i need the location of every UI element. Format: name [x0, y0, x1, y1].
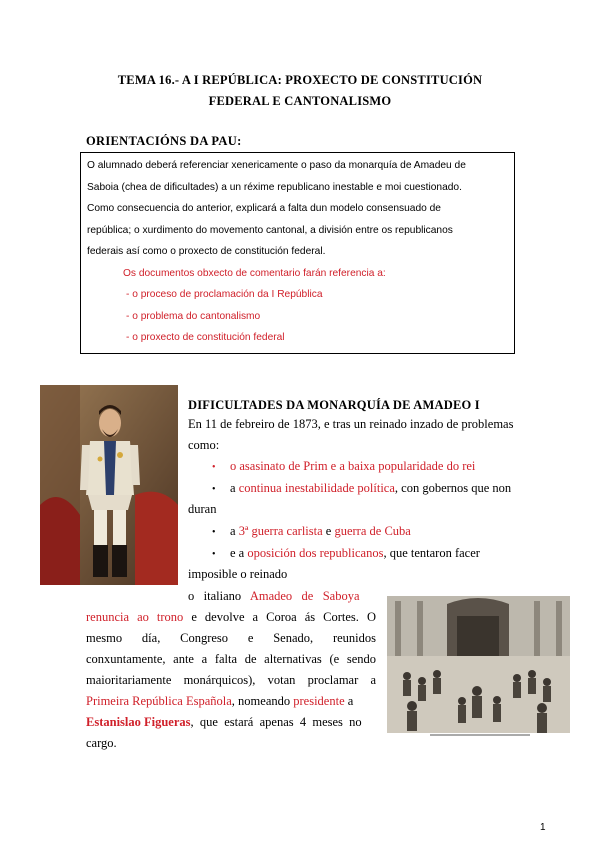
bullet-text: a [230, 481, 239, 495]
bullet-icon: • [212, 549, 216, 560]
bullet-icon: • [212, 484, 216, 495]
cortes-engraving-image [387, 596, 570, 733]
orientation-line: Como consecuencia do anterior, explicará a falta dun modelo consensuado de [87, 203, 441, 214]
bullet-icon: • [212, 462, 216, 473]
document-item: - o problema do cantonalismo [126, 310, 261, 322]
paragraph-line [86, 607, 376, 628]
documents-intro: Os documentos obxecto de comentario farán referencia a: [123, 267, 386, 279]
page-number: 1 [540, 822, 546, 833]
section-intro-line: como: [188, 438, 220, 452]
paragraph-line: maioritariamente monárquicos), votan proclamar a [86, 673, 376, 687]
title-line-2: FEDERAL E CANTONALISMO [208, 94, 392, 108]
document-item: - o proceso de proclamación da I República [126, 289, 323, 300]
bullet-text: e [322, 524, 335, 538]
bullet-item [230, 478, 511, 499]
paragraph-highlight: presidente [293, 694, 345, 708]
bullet-text: e a [230, 546, 248, 560]
bullet-highlight: 3ª guerra carlista [238, 524, 323, 538]
document-title [60, 70, 540, 112]
paragraph-text: e devolve a Coroa ás Cortes. O [183, 610, 376, 624]
paragraph-highlight: Estanislao Figueras [86, 715, 191, 729]
bullet-text: a [230, 524, 239, 538]
orientations-box [80, 152, 515, 354]
paragraph-highlight: renuncia ao trono [86, 610, 184, 624]
bullet-highlight: continua inestabilidade política [238, 481, 395, 495]
paragraph-line [86, 712, 376, 733]
bullet-item [230, 543, 480, 564]
bullet-text: , que tentaron facer [383, 546, 480, 560]
bullet-highlight: oposición dos republicanos [247, 546, 384, 560]
bullet-icon: • [212, 527, 216, 538]
document-item: - o proxecto de constitución federal [126, 332, 285, 343]
orientation-line: Saboia (chea de dificultades) a un réxime republicano inestable e moi cuestionado. [87, 181, 462, 193]
paragraph-text: o italiano [188, 589, 250, 603]
paragraph-line [188, 586, 360, 607]
section-intro-line: En 11 de febreiro de 1873, e tras un reinado inzado de problemas [188, 417, 514, 431]
paragraph-line: conxuntamente, ante a falta de alternativas (e sendo [86, 652, 376, 666]
orientations-heading: ORIENTACIÓNS DA PAU: [86, 134, 242, 148]
amadeo-portrait-image [40, 385, 178, 585]
bullet-continuation: duran [188, 502, 217, 516]
paragraph-text: a [344, 694, 354, 708]
orientation-line: O alumnado deberá referenciar xenericamente o paso da monarquía de Amadeu de [87, 160, 466, 171]
paragraph-line: mesmo día, Congreso e Senado, reunidos [86, 631, 376, 645]
paragraph-line: cargo. [86, 736, 117, 750]
paragraph-line [86, 691, 376, 712]
section-heading: DIFICULTADES DA MONARQUÍA DE AMADEO I [188, 398, 480, 412]
orientation-line: república; o xurdimento do movemento cantonal, a división entre os republicanos [87, 224, 453, 236]
orientation-line: federais así como o proxecto de constitución federal. [87, 246, 326, 257]
paragraph-text: , nomeando [231, 694, 294, 708]
image-caption [430, 734, 530, 736]
paragraph-highlight: Amadeo de Saboya [249, 589, 360, 603]
title-line-1: TEMA 16.- A I REPÚBLICA: PROXECTO DE CONSTITUCIÓN [117, 73, 483, 87]
bullet-continuation: imposible o reinado [188, 567, 288, 581]
bullet-text: , con gobernos que non [394, 481, 512, 495]
bullet-highlight: guerra de Cuba [334, 524, 411, 538]
paragraph-text: , que estará apenas 4 meses no [190, 715, 362, 729]
bullet-item: o asasinato de Prim e a baixa popularidade do rei [230, 459, 476, 473]
bullet-item [230, 521, 411, 542]
paragraph-highlight: Primeira República Española [86, 694, 232, 708]
